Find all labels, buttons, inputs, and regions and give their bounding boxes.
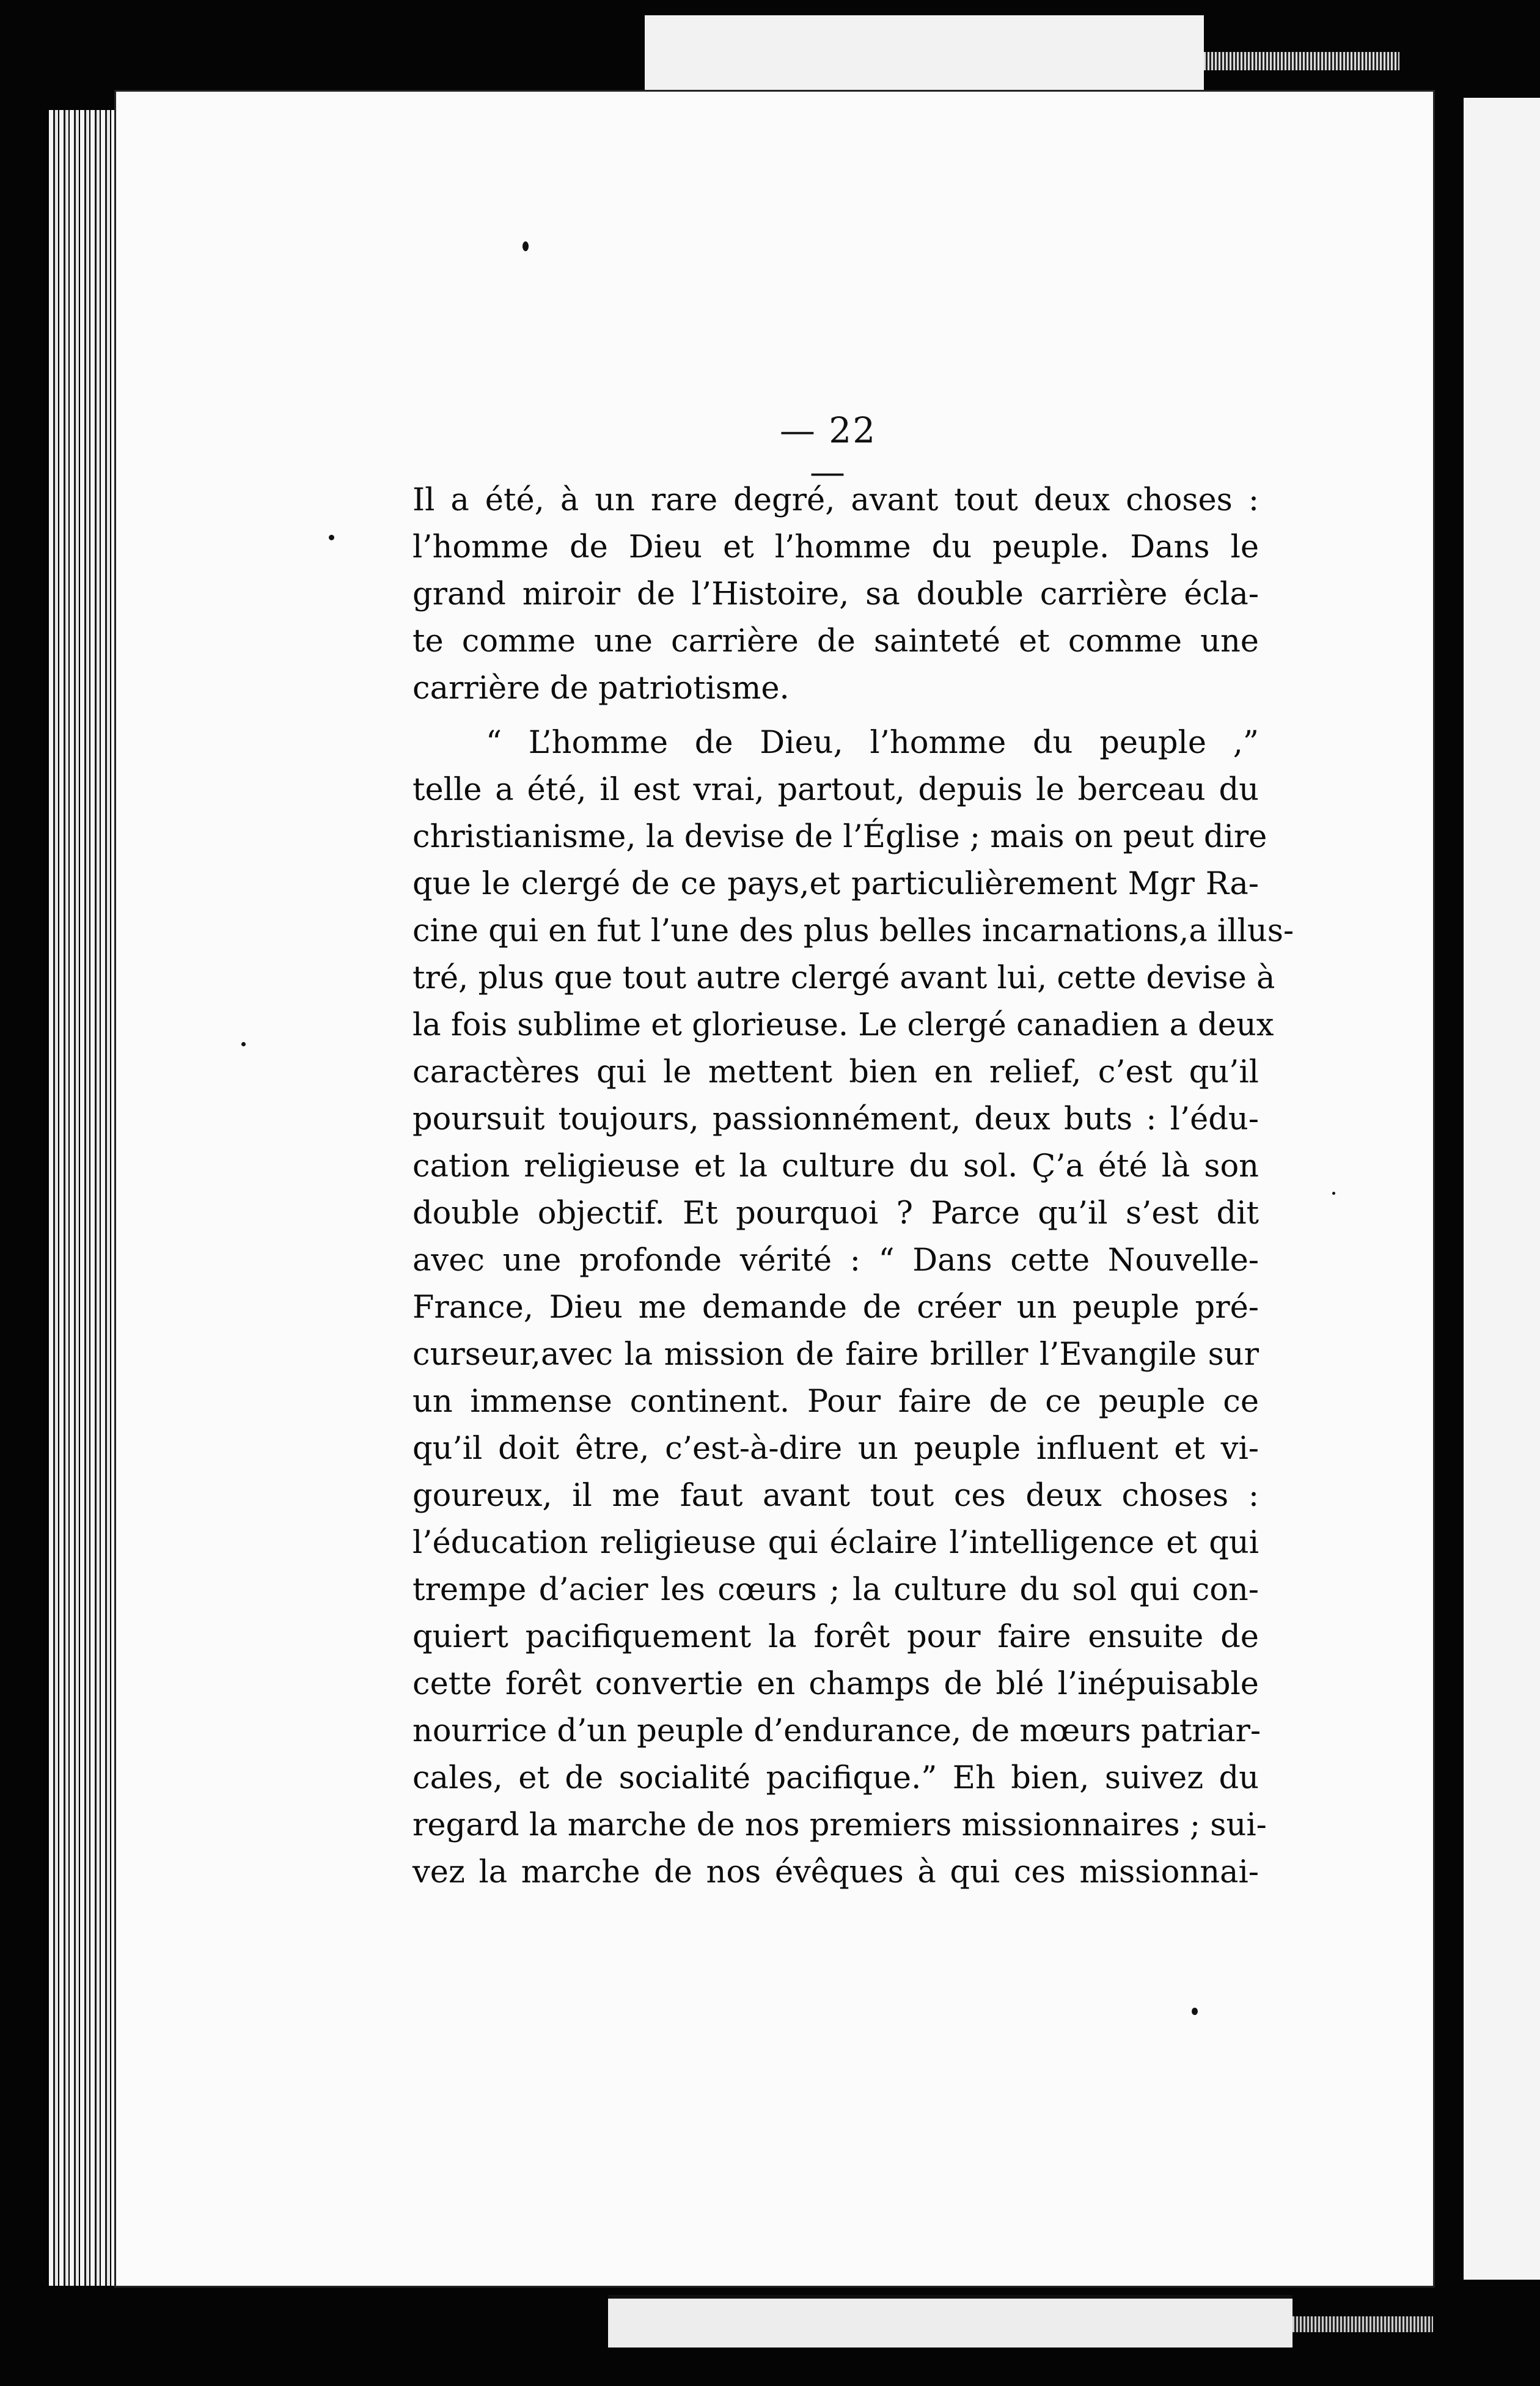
text-line: vez la marche de nos évêques à qui ces missionnai- [413, 1854, 1259, 1890]
body-text [413, 477, 1294, 1896]
text-line: goureux, il me faut avant tout ces deux choses : [413, 1478, 1259, 1514]
text-line: poursuit toujours, passionnément, deux buts : l’édu- [413, 1101, 1259, 1137]
text-line: nourrice d’un peuple d’endurance, de mœurs patriar- [413, 1713, 1261, 1749]
text-line: christianisme, la devise de l’Église ; mais on peut dire [413, 819, 1267, 855]
text-line: cales, et de socialité pacifique.” Eh bien, suivez du [413, 1760, 1259, 1796]
text-line: France, Dieu me demande de créer un peuple pré- [413, 1290, 1259, 1326]
next-page-sliver [1464, 98, 1540, 2280]
text-line: tré, plus que tout autre clergé avant lui, cette devise à [413, 960, 1275, 996]
text-line: l’homme de Dieu et l’homme du peuple. Dans le [413, 529, 1259, 565]
text-line: “ L’homme de Dieu, l’homme du peuple ,” [486, 725, 1259, 761]
dust-speck [522, 241, 529, 251]
text-line: Il a été, à un rare degré, avant tout deux choses : [413, 482, 1259, 518]
text-line: avec une profonde vérité : “ Dans cette Nouvelle- [413, 1243, 1259, 1279]
text-line: un immense continent. Pour faire de ce peuple ce [413, 1384, 1259, 1420]
text-line: grand miroir de l’Histoire, sa double carrière écla- [413, 576, 1259, 612]
dust-speck [329, 535, 334, 540]
text-line: regard la marche de nos premiers missionnaires ; sui- [413, 1807, 1267, 1843]
dust-speck [241, 1042, 246, 1046]
paragraph-gap [413, 712, 1259, 719]
text-line: carrière de patriotisme. [413, 670, 790, 707]
text-line: qu’il doit être, c’est-à-dire un peuple influent et vi- [413, 1431, 1259, 1467]
text-line: telle a été, il est vrai, partout, depuis le berceau du [413, 772, 1259, 808]
text-line: curseur,avec la mission de faire briller l’Evangile sur [413, 1337, 1259, 1373]
text-line: que le clergé de ce pays,et particulièrement Mgr Ra- [413, 866, 1259, 902]
bottom-strip-edge [1292, 2316, 1433, 2332]
text-line: cation religieuse et la culture du sol. Ç’a été là son [413, 1148, 1259, 1184]
text-line: cette forêt convertie en champs de blé l’inépuisable [413, 1666, 1259, 1702]
text-line: quiert pacifiquement la forêt pour faire ensuite de [413, 1619, 1259, 1655]
text-line: l’éducation religieuse qui éclaire l’intelligence et qui [413, 1525, 1259, 1561]
top-strip-edge [1204, 52, 1399, 70]
text-line: trempe d’acier les cœurs ; la culture du sol qui con- [413, 1572, 1259, 1608]
text-line: la fois sublime et glorieuse. Le clergé canadien a deux [413, 1007, 1274, 1043]
top-clamp-strip [645, 15, 1204, 98]
text-line: caractères qui le mettent bien en relief, c’est qu’il [413, 1054, 1259, 1090]
page-number: — 22 — [779, 409, 877, 493]
bottom-clamp-strip [608, 2295, 1292, 2347]
dust-speck [1332, 1192, 1335, 1195]
dust-speck [1192, 2008, 1198, 2015]
text-line: te comme une carrière de sainteté et comme une [413, 623, 1259, 659]
text-line: double objectif. Et pourquoi ? Parce qu’il s’est dit [413, 1195, 1259, 1232]
text-line: cine qui en fut l’une des plus belles incarnations,a illus- [413, 913, 1294, 949]
page-edge-stack [49, 110, 122, 2286]
